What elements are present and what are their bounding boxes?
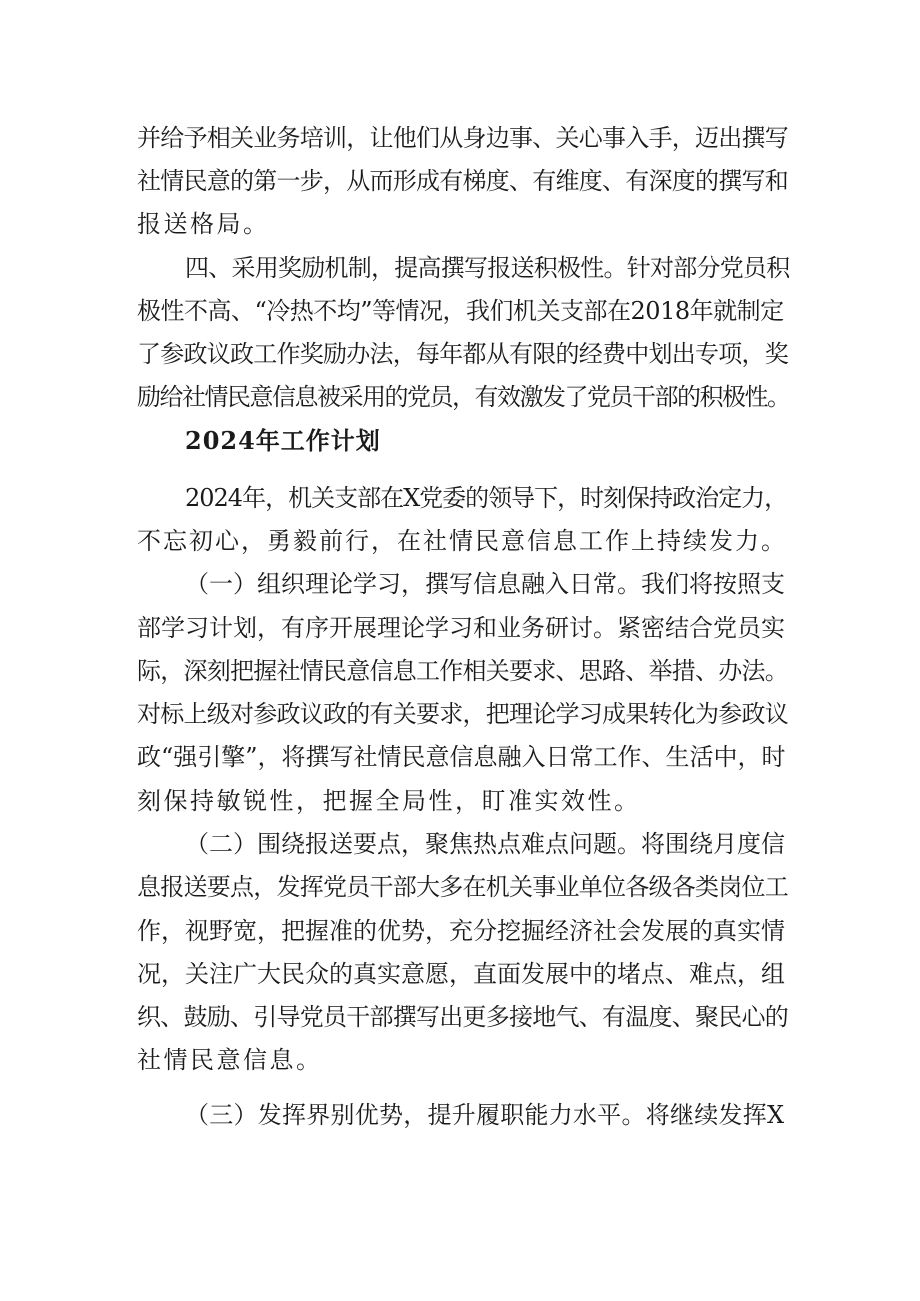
text-line: （二）围绕报送要点，聚焦热点难点问题。将围绕月度信 — [185, 830, 785, 858]
section-heading: 2024年工作计划 — [185, 426, 381, 455]
text-line: 部学习计划，有序开展理论学习和业务研讨。紧密结合党员实 — [137, 614, 785, 642]
text-line: 织、鼓励、引导党员干部撰写出更多接地气、有温度、聚民心的 — [137, 1003, 788, 1031]
text-line: 不忘初心，勇毅前行，在社情民意信息工作上持续发力。 — [137, 527, 787, 555]
text-line: 了参政议政工作奖励办法，每年都从有限的经费中划出专项，奖 — [137, 340, 788, 368]
text-line: 极性不高、“冷热不均”等情况，我们机关支部在2018年就制定 — [137, 297, 784, 325]
text-line: 并给予相关业务培训，让他们从身边事、关心事入手，迈出撰写 — [137, 124, 788, 152]
text-line: 政“强引擎”，将撰写社情民意信息融入日常工作、生活中，时 — [137, 743, 786, 771]
text-line: （一）组织理论学习，撰写信息融入日常。我们将按照支 — [185, 570, 785, 598]
text-line: 对标上级对参政议政的有关要求，把理论学习成果转化为参政议 — [137, 700, 788, 728]
text-line: 刻保持敏锐性，把握全局性，盯准实效性。 — [137, 787, 641, 815]
text-line: 四、采用奖励机制，提高撰写报送积极性。针对部分党员积 — [185, 254, 790, 282]
text-line: 励给社情民意信息被采用的党员，有效激发了党员干部的积极性。 — [137, 383, 790, 411]
text-line: 社情民意信息。 — [137, 1046, 323, 1074]
text-line: 报送格局。 — [137, 210, 270, 238]
text-line: 2024年，机关支部在X党委的领导下，时刻保持政治定力， — [185, 484, 788, 512]
text-line: 社情民意的第一步，从而形成有梯度、有维度、有深度的撰写和 — [137, 167, 788, 195]
text-line: 际，深刻把握社情民意信息工作相关要求、思路、举措、办法。 — [137, 657, 788, 685]
text-line: （三）发挥界别优势，提升履职能力水平。将继续发挥X — [185, 1101, 785, 1129]
text-line: 况，关注广大民众的真实意愿，直面发展中的堵点、难点，组 — [137, 960, 785, 988]
text-line: 作，视野宽，把握准的优势，充分挖掘经济社会发展的真实情 — [137, 917, 785, 945]
text-line: 息报送要点，发挥党员干部大多在机关事业单位各级各类岗位工 — [137, 873, 788, 901]
